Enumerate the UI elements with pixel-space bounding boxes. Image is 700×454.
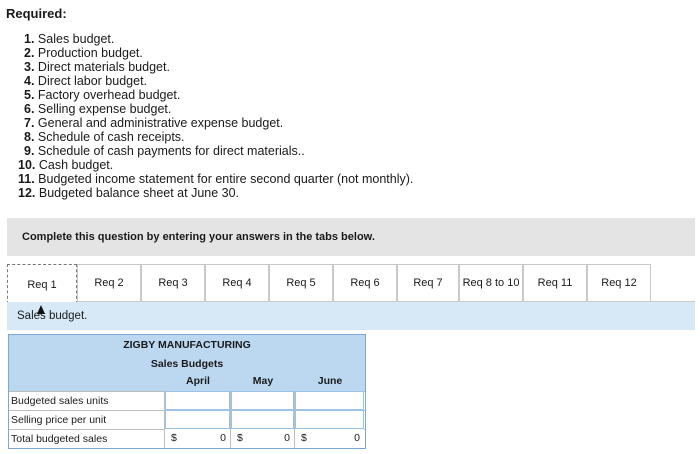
april-price-field[interactable] [165,410,230,429]
april-sales-units-field[interactable] [165,391,230,410]
tab-req-6[interactable] [333,264,397,302]
panel-title: Sales budget. [17,310,88,322]
list-item: 1. Sales budget. [24,32,115,46]
tab-req-4[interactable] [205,264,269,302]
table-header [9,335,365,391]
june-sales-units-field[interactable] [295,391,364,410]
june-price-input[interactable] [294,410,364,429]
tab-req-8-to-10[interactable] [459,264,523,302]
may-price-input[interactable] [230,410,294,429]
may-sales-units-input[interactable] [230,391,294,410]
instructions-banner [7,218,695,256]
list-item: 11. Budgeted income statement for entire second quarter (not monthly). [18,172,414,186]
june-sales-units-input[interactable] [294,391,364,410]
list-item: 4. Direct labor budget. [24,74,148,88]
row-label: Selling price per unit [11,414,107,426]
company-name: ZIGBY MANUFACTURING [123,339,251,351]
list-item: 5. Factory overhead budget. [24,88,181,102]
april-total-sales [164,429,230,448]
tab-label: Req 8 to 10 [462,277,520,289]
list-item: 9. Schedule of cash payments for direct materials.. [24,144,305,158]
june-price-field[interactable] [295,410,364,429]
row-label: Total budgeted sales [11,433,108,445]
column-header-june: June [317,375,343,387]
list-item: 10. Cash budget. [18,158,114,172]
list-item: 3. Direct materials budget. [24,60,170,74]
row-label: Budgeted sales units [11,395,109,407]
may-sales-units-field[interactable] [231,391,294,410]
total-value: 0 [220,432,226,444]
april-sales-units-input[interactable] [164,391,230,410]
may-price-field[interactable] [231,410,294,429]
list-item: 6. Selling expense budget. [24,102,172,116]
june-total-sales [294,429,364,448]
tab-label: Req 11 [537,277,573,289]
list-item: 12. Budgeted balance sheet at June 30. [18,186,240,200]
tab-label: Req 5 [286,277,316,289]
list-item: 8. Schedule of cash receipts. [24,130,185,144]
currency-symbol: $ [171,432,177,444]
mouse-cursor-icon [37,305,45,314]
tab-req-1[interactable] [7,264,77,304]
april-price-input[interactable] [164,410,230,429]
required-heading: Required: [6,6,67,21]
currency-symbol: $ [237,432,243,444]
tab-label: Req 7 [413,277,443,289]
tab-panel-header [7,302,695,330]
tab-req-11[interactable] [523,264,587,302]
tab-req-5[interactable] [269,264,333,302]
tab-label: Req 12 [601,277,637,289]
list-item: 7. General and administrative expense budget. [24,116,284,130]
tab-strip [7,264,695,302]
table-subtitle: Sales Budgets [150,358,224,370]
tab-label: Req 6 [350,277,380,289]
currency-symbol: $ [301,432,307,444]
total-value: 0 [284,432,290,444]
tab-req-12[interactable] [587,264,651,302]
total-value: 0 [354,432,360,444]
list-item: 2. Production budget. [24,46,143,60]
column-header-may: May [252,375,274,387]
instructions-text: Complete this question by entering your answers in the tabs below. [22,231,375,243]
tab-label: Req 1 [27,278,57,291]
tab-req-7[interactable] [397,264,459,302]
may-total-sales [230,429,294,448]
tab-label: Req 4 [222,277,252,289]
tab-req-3[interactable] [141,264,205,302]
tab-req-2[interactable] [77,264,141,302]
tab-label: Req 3 [158,277,188,289]
tab-label: Req 2 [94,277,124,289]
column-header-april: April [186,375,210,387]
